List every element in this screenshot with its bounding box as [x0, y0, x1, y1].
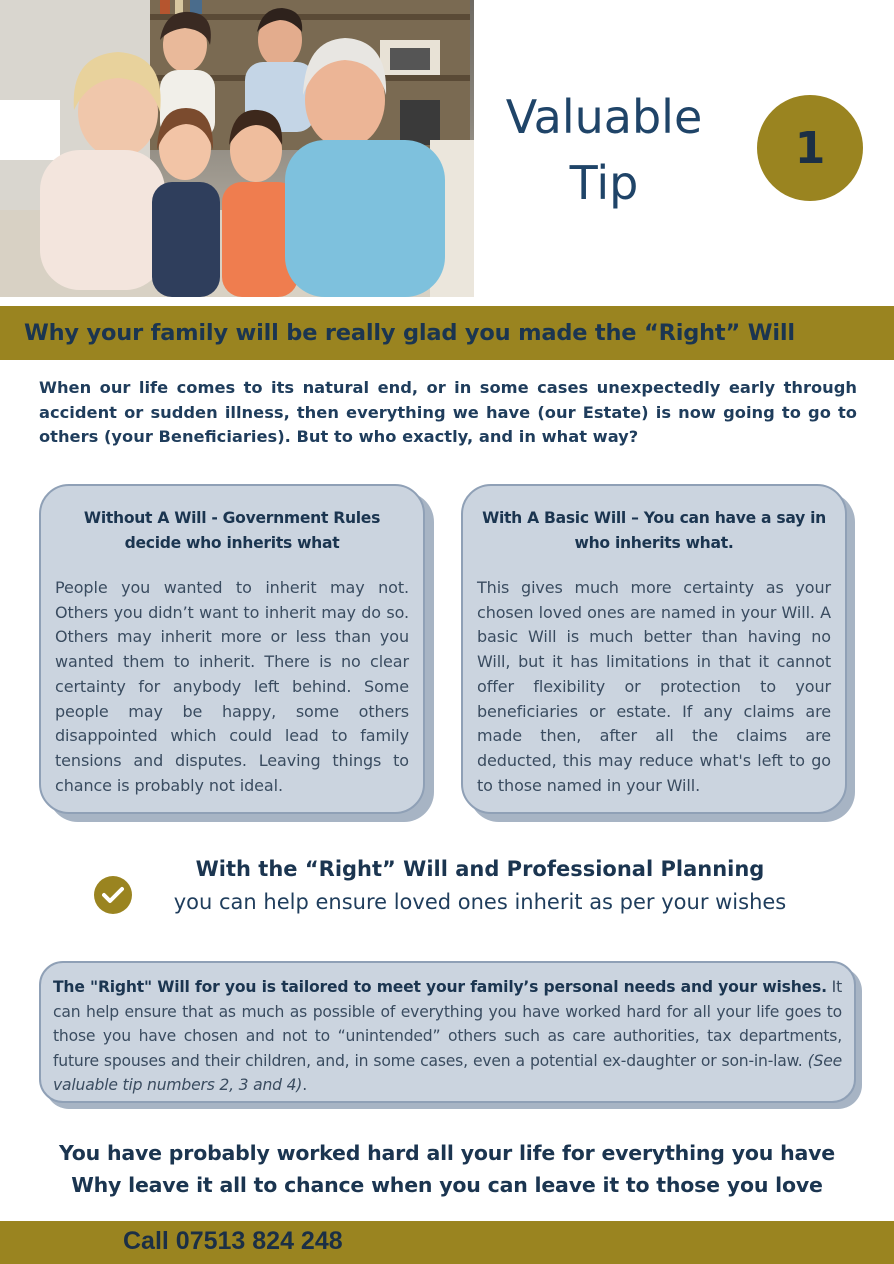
tailored-end: .	[302, 1076, 307, 1094]
right-will-subheading: you can help ensure loved ones inherit as per your wishes	[173, 890, 787, 914]
intro-paragraph: When our life comes to its natural end, or in some cases unexpectedly early through accident or sudden illness, then everything we have (our Estate) is now going to go to others (your Beneficiaries). But to who exactly, and in what way?	[39, 378, 857, 447]
card-basic-will	[461, 484, 847, 814]
right-will-heading: With the “Right” Will and Professional Planning	[195, 857, 765, 881]
tip-title-line1: Valuable	[505, 90, 703, 144]
footer-band	[0, 1221, 894, 1264]
card-without-will	[39, 484, 425, 814]
tailored-box	[39, 961, 856, 1103]
family-photo	[0, 0, 474, 297]
check-circle-icon	[94, 876, 132, 914]
tailored-lead: The "Right" Will for you is tailored to meet your family’s personal needs and your wishes.	[53, 978, 827, 996]
family-photo-illustration	[0, 0, 474, 297]
card-body: People you wanted to inherit may not. Others you didn’t want to inherit may do so. Others may inherit more or less than you wanted them to inherit. There is no clear certainty for anybody left behind. Some people may be happy, some others disappointed which could lead to family tensions and disputes. Leaving things to chance is probably not ideal.	[55, 578, 409, 795]
tip-title	[488, 84, 720, 216]
closing-line1: You have probably worked hard all your life for everything you have	[59, 1141, 835, 1165]
headline-band	[0, 306, 894, 360]
headline: Why your family will be really glad you made the “Right” Will	[24, 320, 795, 346]
tailored-note: (See valuable tip numbers 2, 3 and 4)	[53, 1051, 842, 1094]
check-mark-icon	[102, 886, 124, 904]
tip-number-badge	[757, 95, 863, 201]
card-heading: With A Basic Will – You can have a say in who inherits what.	[482, 509, 826, 552]
closing-line2: Why leave it all to chance when you can leave it to those you love	[71, 1173, 823, 1197]
card-heading: Without A Will - Government Rules decide who inherits what	[83, 509, 381, 552]
closing-statement	[0, 1137, 894, 1201]
call-phone-number[interactable]: Call 07513 824 248	[123, 1227, 343, 1255]
card-body: This gives much more certainty as your chosen loved ones are named in your Will. A basic Will is much better than having no Will, but it has limitations in that it cannot offer flexibility or protection to your beneficiaries or estate. If any claims are made then, after all the claims are deducted, this may reduce what's left to go to those named in your Will.	[477, 578, 831, 795]
tip-title-line2: Tip	[569, 156, 639, 210]
tailored-body: It can help ensure that as much as possible of everything you have worked hard for all your life goes to those you have chosen and not to “unintended” others such as care authorities, tax departments, future spouses and their children, and, in some cases, even a potential ex-daughter or son-in-law.	[53, 978, 842, 1070]
tip-number: 1	[794, 122, 826, 174]
tailored-paragraph	[53, 975, 842, 1098]
